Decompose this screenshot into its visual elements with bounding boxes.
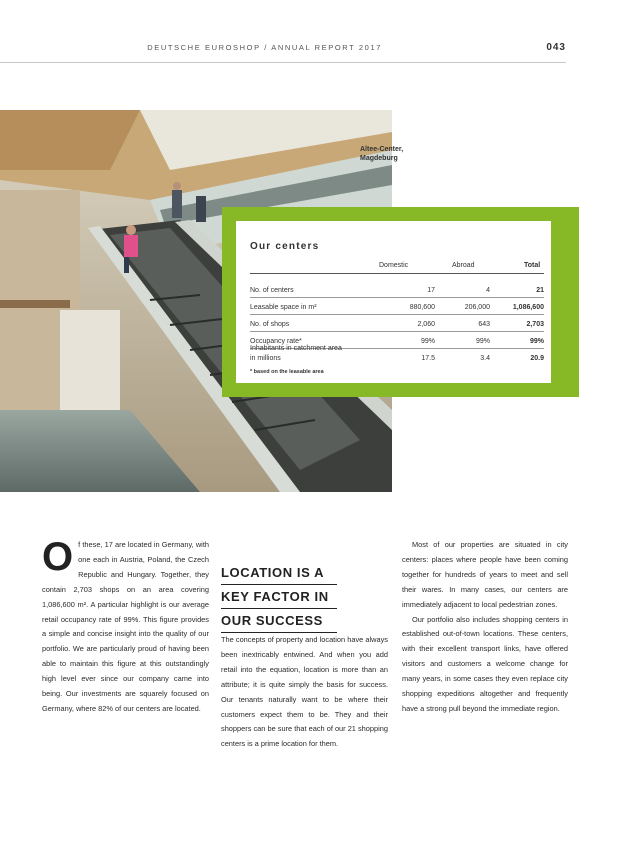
article-text: Most of our properties are situated in city centers: places where people have been coming together for hundreds of years to meet and sell their wares. In many cases, our centers are immediately adjacent to local pedestrian zones. bbox=[402, 540, 568, 609]
header-rule bbox=[0, 62, 566, 63]
centers-panel bbox=[222, 207, 579, 397]
table-title: Our centers bbox=[250, 241, 320, 252]
article-column-2 bbox=[221, 633, 388, 752]
column-header-domestic: Domestic bbox=[379, 262, 409, 269]
table-row: Leasable space in m² 880,600 206,000 1,086,600 bbox=[250, 298, 544, 315]
centers-table bbox=[236, 221, 551, 383]
article-column-1 bbox=[42, 535, 209, 717]
table-row: Occupancy rate* 99% 99% 99% bbox=[250, 332, 544, 349]
photo-caption: Altee-Center, Magdeburg bbox=[360, 146, 404, 162]
table-row: Inhabitants in catchment area in millions 17.5 3.4 20.9 bbox=[250, 345, 544, 362]
article-text: f these, 17 are located in Germany, with one each in Austria, Poland, the Czech Republic and Hungary. Together, they contain 2,703 shops on an area covering 1,086,600 m². A particular highlight is our average retail occupancy rate of 99%. This figure provides a simple and concise insight into the quality of our portfolio. We are particularly proud of having been able to maintain this figure at this outstandingly high level ever since our company came into being. Our investments are squarely focused on Germany, where 82% of our centers are located. bbox=[42, 540, 209, 713]
table-row: No. of shops 2,060 643 2,703 bbox=[250, 315, 544, 332]
table-footnote: * based on the leasable area bbox=[250, 369, 324, 375]
article-column-3 bbox=[402, 538, 568, 717]
page-number: 043 bbox=[546, 42, 566, 53]
page-header bbox=[0, 42, 638, 56]
section-heading: LOCATION IS A KEY FACTOR IN OUR SUCCESS bbox=[221, 562, 337, 634]
table-row: No. of centers 17 4 21 bbox=[250, 274, 544, 298]
drop-cap: O bbox=[42, 535, 74, 579]
article-text: Our portfolio also includes shopping centers in established out-of-town locations. These centers, with their excellent transport links, have offered visitors and customers a welcome change for many years, in some cases they even replace city shopping expeditions altogether and frequently have a strong pull beyond the immediate region. bbox=[402, 614, 568, 713]
column-header-total: Total bbox=[524, 262, 541, 269]
running-title: DEUTSCHE EUROSHOP / ANNUAL REPORT 2017 bbox=[147, 43, 382, 52]
article-text: The concepts of property and location have always been inextricably entwined. And when you add retail into the equation, location is more than an attribute; it is quite simply the basis for success. Our tenants naturally want to be where their customers expect them to be. They and their shoppers can be sure that each of our 21 shopping centers is a prime location for them. bbox=[221, 635, 388, 749]
column-header-abroad: Abroad bbox=[452, 262, 475, 269]
